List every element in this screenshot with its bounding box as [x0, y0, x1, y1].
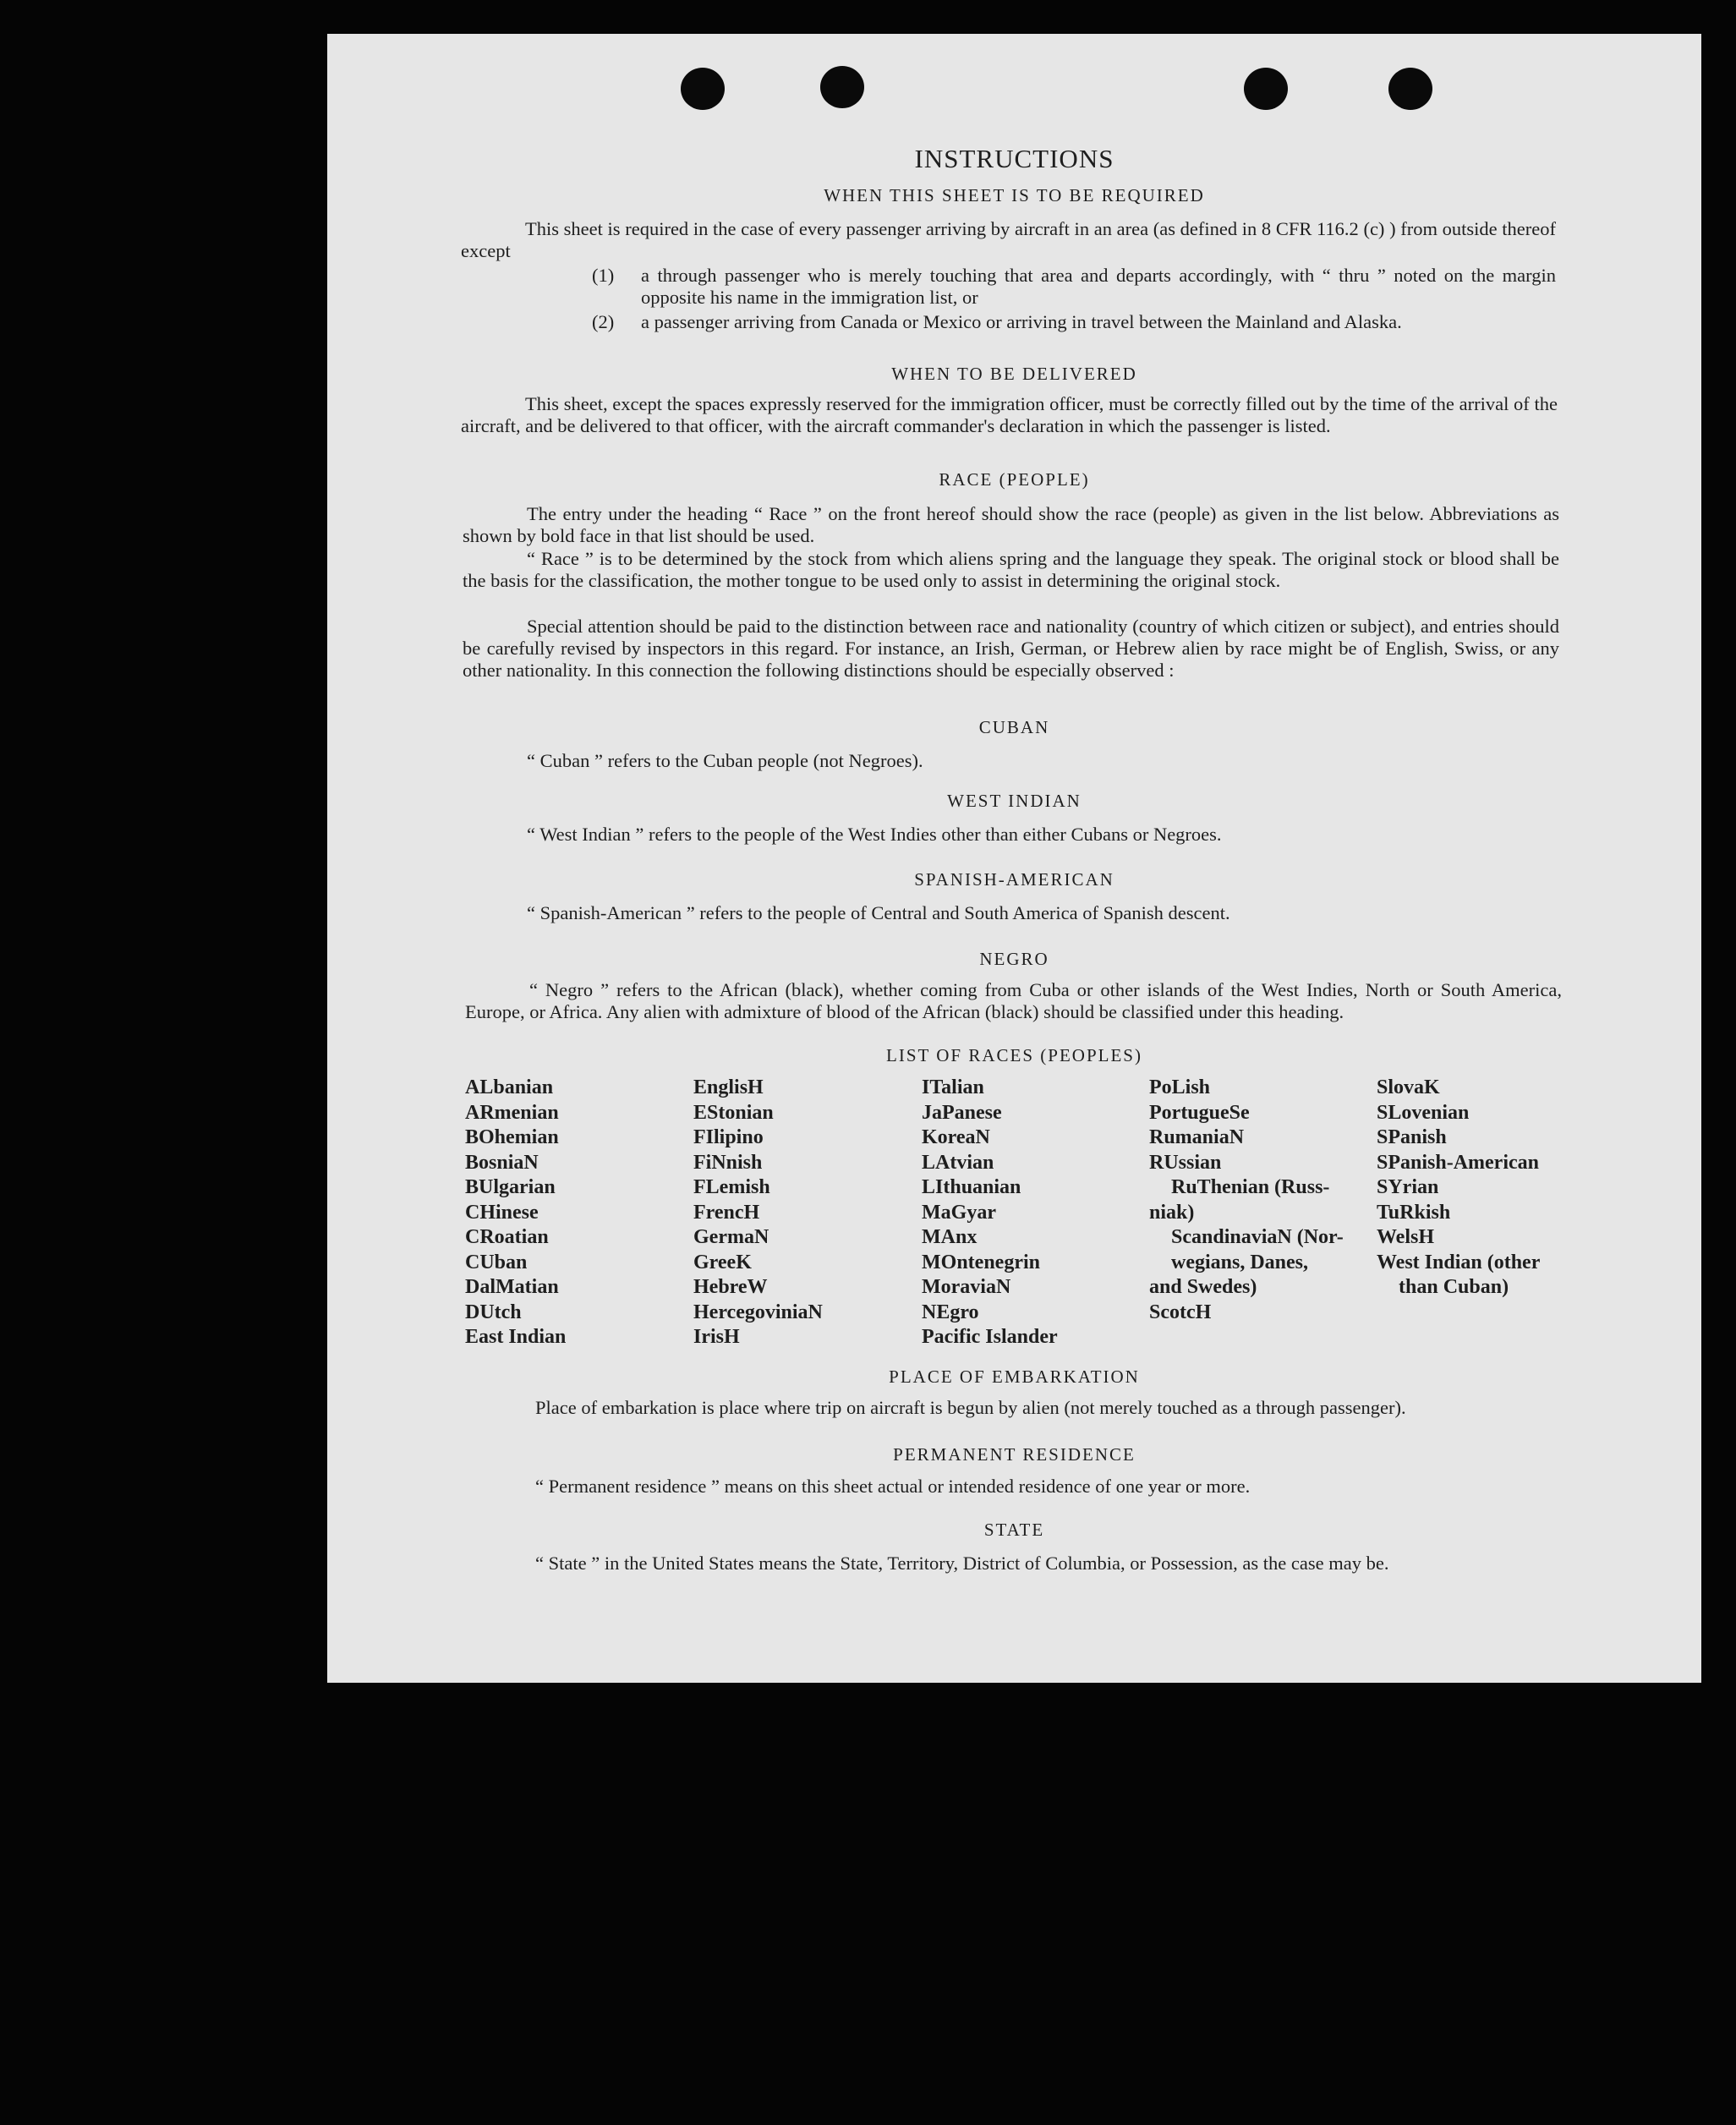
section-heading-negro: NEGRO [979, 949, 1049, 969]
race-item: ScotcH [1149, 1301, 1212, 1323]
race-item: ITalian [922, 1076, 984, 1098]
races-column-2 [693, 1076, 922, 1350]
race-item: RUssian [1149, 1151, 1222, 1174]
race-item: EStonian [693, 1101, 774, 1124]
race-item: FiNnish [693, 1151, 763, 1174]
race-item: TuRkish [1377, 1201, 1451, 1224]
race-item: niak) [1149, 1201, 1195, 1224]
race-item: RumaniaN [1149, 1126, 1245, 1148]
race-item: GermaN [693, 1226, 769, 1248]
races-column-1 [465, 1076, 693, 1350]
exception-text: a through passenger who is merely touching that area and departs accordingly, with “ thru ” noted on the margin opposite his name in the immigration list, or [641, 265, 1556, 308]
race-item: CRoatian [465, 1226, 549, 1248]
race-item: and Swedes) [1149, 1276, 1257, 1298]
punch-hole [1388, 68, 1432, 110]
residence-paragraph: “ Permanent residence ” means on this sheet actual or intended residence of one year or more. [535, 1476, 1251, 1497]
race-item: MoraviaN [922, 1276, 1011, 1298]
section-heading-spanish-american: SPANISH-AMERICAN [914, 869, 1114, 890]
section-heading-list-of-races: LIST OF RACES (PEOPLES) [886, 1045, 1142, 1065]
race-item: BUlgarian [465, 1176, 556, 1198]
exception-text: a passenger arriving from Canada or Mexico or arriving in travel between the Mainland and Alaska. [641, 311, 1402, 332]
race-item: EnglisH [693, 1076, 764, 1098]
race-item: East Indian [465, 1326, 567, 1348]
race-item: SYrian [1377, 1176, 1439, 1198]
race-item: CHinese [465, 1201, 539, 1224]
page-title: INSTRUCTIONS [914, 144, 1114, 173]
race-item: DUtch [465, 1301, 522, 1323]
race-item: MAnx [922, 1226, 978, 1248]
exception-number: (1) [592, 265, 615, 286]
race-paragraph-1: The entry under the heading “ Race ” on the front hereof should show the race (people) as given in the list below. Abbreviations as shown by bold face in that list should be used. [463, 503, 1559, 546]
race-item: JaPanese [922, 1101, 1002, 1124]
race-item: MaGyar [922, 1201, 996, 1224]
section-heading-race: RACE (PEOPLE) [939, 469, 1090, 490]
race-item: NEgro [922, 1301, 979, 1323]
cuban-paragraph: “ Cuban ” refers to the Cuban people (not Negroes). [527, 750, 923, 771]
race-item: ALbanian [465, 1076, 554, 1098]
race-item: FLemish [693, 1176, 770, 1198]
state-paragraph: “ State ” in the United States means the State, Territory, District of Columbia, or Possession, as the case may be. [535, 1553, 1389, 1574]
section-heading-residence: PERMANENT RESIDENCE [893, 1444, 1136, 1465]
race-item: PortugueSe [1149, 1101, 1250, 1124]
punch-hole [820, 66, 864, 108]
race-item: GreeK [693, 1251, 752, 1273]
race-item: CUban [465, 1251, 528, 1273]
race-item: West Indian (other [1377, 1251, 1541, 1273]
required-paragraph: This sheet is required in the case of every passenger arriving by aircraft in an area (as defined in 8 CFR 116.2 (c) ) from outside thereof except [461, 218, 1556, 261]
race-item: PoLish [1149, 1076, 1211, 1098]
section-heading-required: WHEN THIS SHEET IS TO BE REQUIRED [824, 185, 1205, 205]
race-item-continued: ScandinaviaN (Nor- [1171, 1226, 1344, 1248]
races-column-5 [1377, 1076, 1605, 1301]
race-item: KoreaN [922, 1126, 990, 1148]
punch-hole [1244, 68, 1288, 110]
punch-hole [681, 68, 725, 110]
race-item: FIlipino [693, 1126, 764, 1148]
west-indian-paragraph: “ West Indian ” refers to the people of the West Indies other than either Cubans or Negroes. [527, 824, 1222, 845]
race-item: HercegoviniaN [693, 1301, 823, 1323]
race-item-continued: wegians, Danes, [1171, 1251, 1309, 1273]
race-item: LAtvian [922, 1151, 994, 1174]
race-item: FrencH [693, 1201, 760, 1224]
races-column-3 [922, 1076, 1150, 1350]
negro-paragraph: “ Negro ” refers to the African (black), whether coming from Cuba or other islands of the West Indies, North or South America, Europe, or Africa. Any alien with admixture of blood of the African (black) should be classified under this heading. [465, 979, 1562, 1022]
race-item-continued: RuThenian (Russ- [1171, 1176, 1330, 1198]
section-heading-embarkation: PLACE OF EMBARKATION [889, 1366, 1140, 1387]
race-item: SPanish [1377, 1126, 1447, 1148]
race-item: BOhemian [465, 1126, 559, 1148]
spanish-american-paragraph: “ Spanish-American ” refers to the people of Central and South America of Spanish descent. [527, 902, 1230, 923]
section-heading-delivered: WHEN TO BE DELIVERED [891, 364, 1137, 384]
section-heading-west-indian: WEST INDIAN [947, 791, 1082, 811]
race-item: SPanish-American [1377, 1151, 1539, 1174]
race-item: IrisH [693, 1326, 740, 1348]
races-column-4 [1149, 1076, 1377, 1325]
instruction-sheet [327, 34, 1701, 1683]
exception-item-2 [592, 311, 1556, 333]
race-item: Pacific Islander [922, 1326, 1058, 1348]
race-item: BosniaN [465, 1151, 539, 1174]
race-paragraph-2: “ Race ” is to be determined by the stock from which aliens spring and the language they speak. The original stock or blood shall be the basis for the classification, the mother tongue to be used only to assist in determining the original stock. [463, 548, 1559, 591]
race-item-continued: than Cuban) [1399, 1276, 1509, 1298]
exception-number: (2) [592, 311, 615, 332]
race-item: SlovaK [1377, 1076, 1440, 1098]
race-paragraph-3: Special attention should be paid to the distinction between race and nationality (country of which citizen or subject), and entries should be carefully revised by inspectors in this regard. For instance, an Irish, German, or Hebrew alien by race might be of English, Swiss, or any other nationality. In this connection the following distinctions should be especially observed : [463, 616, 1559, 681]
embarkation-paragraph: Place of embarkation is place where trip on aircraft is begun by alien (not merely touched as a through passenger). [535, 1397, 1406, 1418]
section-heading-cuban: CUBAN [978, 717, 1050, 737]
exception-item-1 [592, 265, 1556, 309]
race-item: MOntenegrin [922, 1251, 1040, 1273]
race-item: DalMatian [465, 1276, 559, 1298]
race-item: HebreW [693, 1276, 768, 1298]
delivered-paragraph: This sheet, except the spaces expressly reserved for the immigration officer, must be correctly filled out by the time of the arrival of the aircraft, and be delivered to that officer, with the aircraft commander's declaration in which the passenger is listed. [461, 393, 1558, 436]
section-heading-state: STATE [983, 1520, 1045, 1540]
race-item: LIthuanian [922, 1176, 1021, 1198]
race-item: SLovenian [1377, 1101, 1470, 1124]
race-item: WelsH [1377, 1226, 1435, 1248]
race-item: ARmenian [465, 1101, 559, 1124]
